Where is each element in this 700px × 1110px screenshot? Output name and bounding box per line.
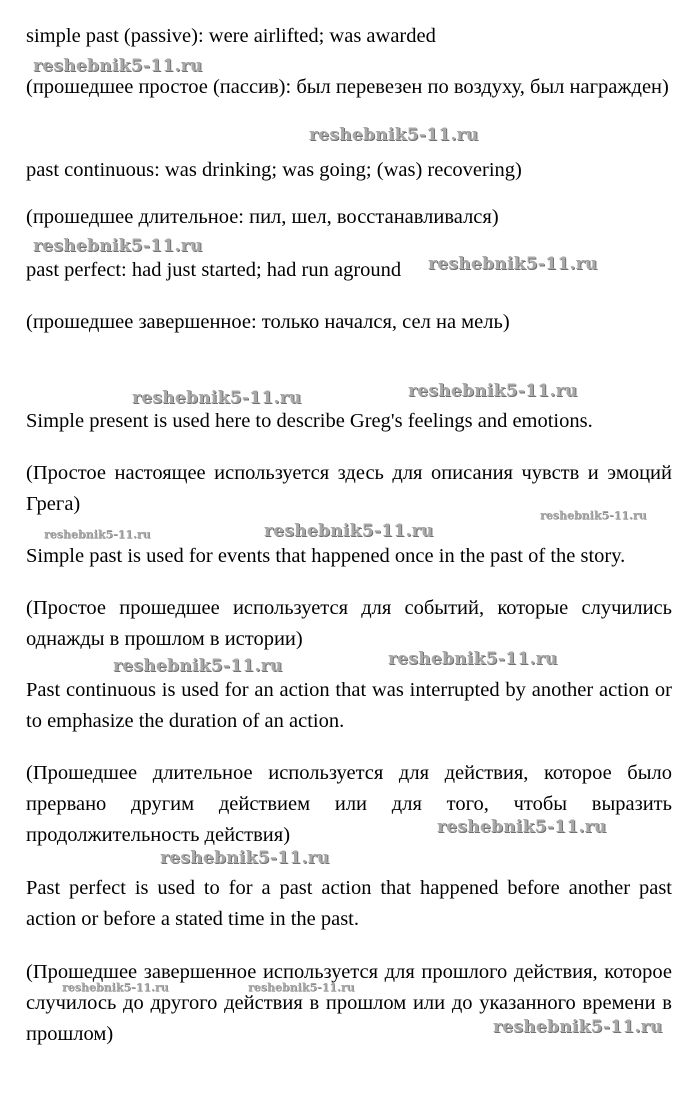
watermark: reshebnik5-11.ru [160, 848, 330, 868]
paragraph-past-perfect-ru: (прошедшее завершенное: только начался, сел на мель) [26, 311, 510, 333]
paragraph-simple-past-usage-ru: (Простое прошедшее используется для событий, которые случились однажды в прошлом в истории) [26, 597, 672, 650]
watermark: reshebnik5-11.ru [540, 509, 647, 522]
watermark: reshebnik5-11.ru [132, 388, 302, 408]
watermark: reshebnik5-11.ru [248, 981, 355, 994]
paragraph-past-perfect-usage: Past perfect is used to for a past action that happened before another past action or before a stated time in the past. [26, 877, 672, 930]
watermark: reshebnik5-11.ru [388, 649, 558, 669]
watermark: reshebnik5-11.ru [33, 236, 203, 256]
paragraph-past-continuous-ru: (прошедшее длительное: пил, шел, восстанавливался) [26, 206, 499, 228]
watermark: reshebnik5-11.ru [408, 381, 578, 401]
watermark: reshebnik5-11.ru [493, 1017, 663, 1037]
paragraph-simple-past-usage: Simple past is used for events that happened once in the past of the story. [26, 545, 626, 567]
paragraph-simple-past-passive-ru: (прошедшее простое (пассив): был перевезен по воздуху, был награжден) [26, 76, 669, 98]
watermark: reshebnik5-11.ru [437, 817, 607, 837]
paragraph-past-perfect-usage-ru: (Прошедшее завершенное используется для прошлого действия, которое случилось до другого действия в прошлом или до указанного времени в прошлом) [26, 961, 672, 1045]
watermark: reshebnik5-11.ru [33, 56, 203, 76]
watermark: reshebnik5-11.ru [44, 528, 151, 541]
paragraph-past-continuous-usage-ru: (Прошедшее длительное используется для действия, которое было прервано другим действием или для того, чтобы выразить продолжительность действия) [26, 762, 672, 846]
paragraph-simple-past-passive: simple past (passive): were airlifted; was awarded [26, 25, 436, 47]
paragraph-past-perfect: past perfect: had just started; had run aground [26, 259, 402, 281]
watermark: reshebnik5-11.ru [309, 125, 479, 145]
paragraph-past-continuous: past continuous: was drinking; was going; (was) recovering) [26, 159, 522, 181]
paragraph-simple-present-usage: Simple present is used here to describe Greg's feelings and emotions. [26, 410, 593, 432]
paragraph-past-continuous-usage: Past continuous is used for an action that was interrupted by another action or to emphasize the duration of an action. [26, 679, 672, 732]
watermark: reshebnik5-11.ru [264, 521, 434, 541]
watermark: reshebnik5-11.ru [428, 254, 598, 274]
watermark: reshebnik5-11.ru [113, 656, 283, 676]
watermark: reshebnik5-11.ru [62, 981, 169, 994]
paragraph-simple-present-usage-ru: (Простое настоящее используется здесь для описания чувств и эмоций Грега) [26, 462, 672, 515]
